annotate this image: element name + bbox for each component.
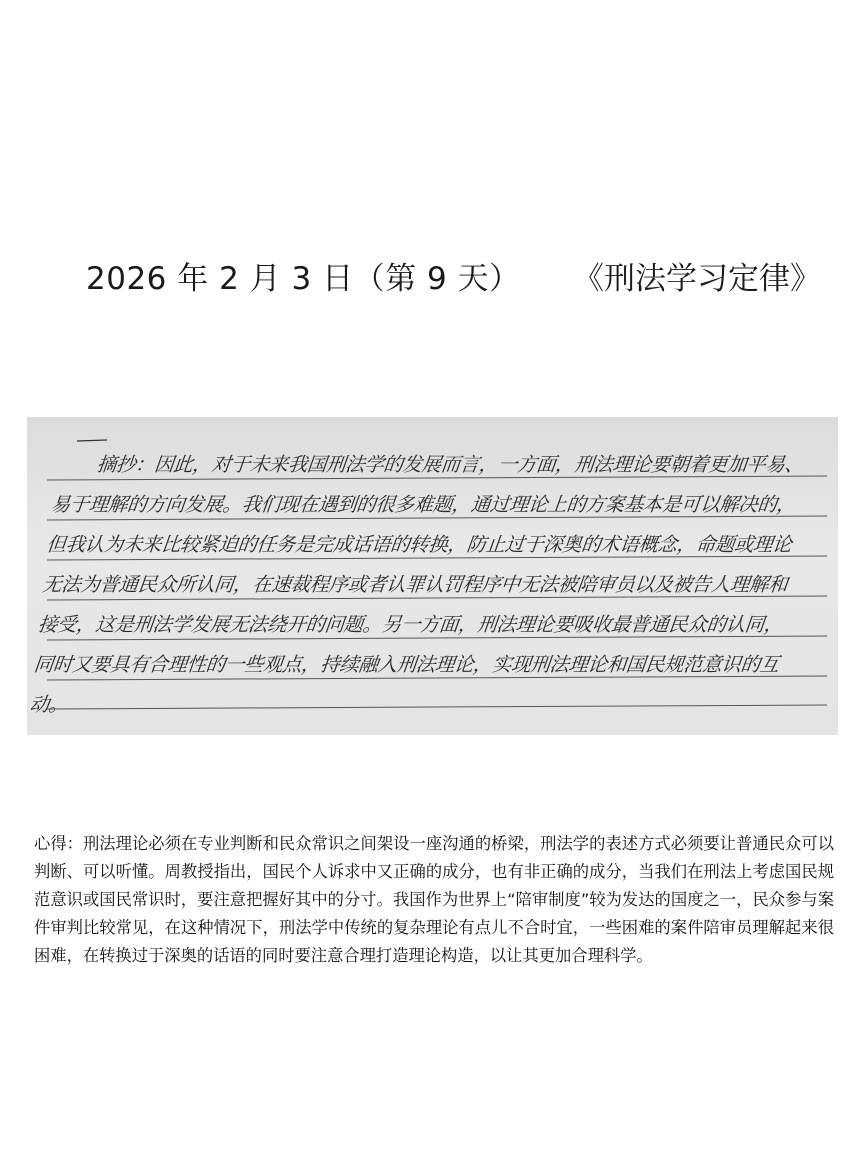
handwritten-note-photo bbox=[27, 417, 838, 735]
handwritten-excerpt: 摘抄：因此，对于未来我国刑法学的发展而言，一方面，刑法理论要朝着更加平易、易于理解的方向发展。我们现在遇到的很多难题，通过理论上的方案基本是可以解决的，但我认为未来比较紧迫的任务是完成话语的转换，防止过于深奥的术语概念，命题或理论无法为普通民众所认同，在速裁程序或者认罪认罚程序中无法被陪审员以及被告人理解和接受，这是刑法学发展无法绕开的问题。另一方面，刑法理论要吸收最普通民众的认同，同时又要具有合理性的一些观点，持续融入刑法理论，实现刑法理论和国民规范意识的互动。 bbox=[28, 453, 805, 716]
page-header bbox=[0, 254, 864, 304]
entry-date: 2026 年 2 月 3 日（第 9 天） bbox=[86, 261, 521, 297]
book-title: 《刑法学习定律》 bbox=[573, 261, 821, 297]
reflection-paragraph: 心得：刑法理论必须在专业判断和民众常识之间架设一座沟通的桥梁，刑法学的表述方式必须要让普通民众可以判断、可以听懂。周教授指出，国民个人诉求中又正确的成分，也有非正确的成分，当我们在刑法上考虑国民规范意识或国民常识时，要注意把握好其中的分寸。我国作为世界上“陪审制度”较为发达的国度之一，民众参与案件审判比较常见，在这种情况下，刑法学中传统的复杂理论有点儿不合时宜，一些困难的案件陪审员理解起来很困难，在转换过于深奥的话语的同时要注意合理打造理论构造，以让其更加合理科学。 bbox=[34, 834, 834, 965]
